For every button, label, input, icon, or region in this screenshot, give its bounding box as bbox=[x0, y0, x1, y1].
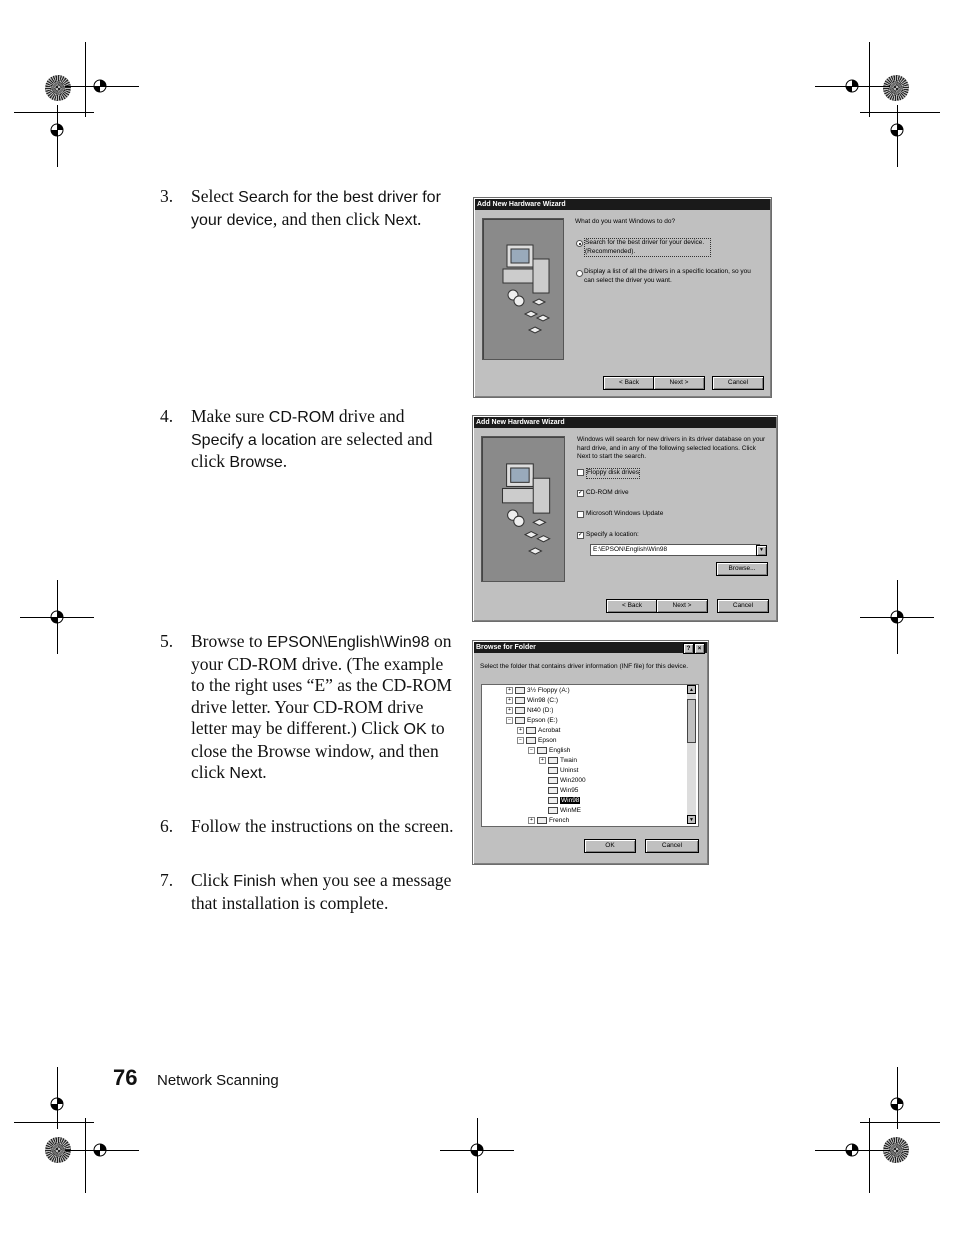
crop-line bbox=[897, 105, 898, 167]
crop-line bbox=[860, 1122, 940, 1123]
expand-toggle-icon[interactable]: − bbox=[517, 737, 524, 744]
expand-toggle-icon[interactable]: + bbox=[539, 757, 546, 764]
browse-instruction: Select the folder that contains driver information (INF file) for this device. bbox=[480, 663, 689, 670]
step-text: Select bbox=[191, 186, 239, 206]
expand-toggle-icon[interactable]: − bbox=[528, 747, 535, 754]
folder-icon bbox=[515, 697, 525, 704]
close-icon[interactable]: × bbox=[694, 643, 705, 654]
ui-term: Search for the best driver for your device bbox=[191, 189, 441, 229]
windows-update-checkbox[interactable] bbox=[577, 511, 584, 518]
step-text: . bbox=[262, 762, 267, 782]
tree-item[interactable] bbox=[528, 746, 570, 756]
expand-toggle-icon[interactable]: + bbox=[517, 727, 524, 734]
specify-location-checkbox[interactable]: ✓ bbox=[578, 532, 584, 538]
tree-item-label: Win2000 bbox=[560, 777, 586, 784]
back-button[interactable]: < Back bbox=[603, 376, 655, 390]
crop-line bbox=[57, 105, 58, 167]
add-hardware-wizard-dialog-search bbox=[473, 197, 772, 398]
tree-item[interactable] bbox=[506, 716, 558, 726]
location-combobox[interactable]: E:\EPSON\English\Win98 bbox=[590, 544, 760, 556]
ok-button[interactable]: OK bbox=[584, 839, 636, 853]
ui-term: Next bbox=[384, 211, 418, 229]
computer-cd-icon bbox=[482, 437, 564, 581]
step-number: 4. bbox=[160, 406, 174, 426]
folder-tree[interactable] bbox=[481, 684, 699, 827]
crop-line bbox=[65, 86, 139, 87]
expand-toggle-icon[interactable]: + bbox=[506, 697, 513, 704]
expand-toggle-icon[interactable]: + bbox=[506, 707, 513, 714]
tree-item-label: Epson (E:) bbox=[527, 717, 558, 724]
tree-item[interactable] bbox=[506, 696, 558, 706]
wizard-question: What do you want Windows to do? bbox=[575, 218, 676, 225]
tree-item[interactable] bbox=[539, 776, 586, 786]
crop-line bbox=[14, 112, 94, 113]
expand-toggle-icon[interactable]: − bbox=[506, 717, 513, 724]
step-6 bbox=[160, 816, 460, 838]
dialog-title: Browse for Folder bbox=[474, 642, 707, 653]
ui-term: CD-ROM bbox=[268, 409, 335, 426]
ui-term: Specify a location bbox=[191, 431, 317, 449]
crop-line bbox=[85, 1118, 86, 1193]
registration-sunburst-icon bbox=[45, 75, 71, 101]
tree-item-label: WinME bbox=[560, 807, 581, 814]
wizard-computer-illustration bbox=[481, 436, 565, 582]
tree-item-label: Epson bbox=[538, 737, 557, 744]
crop-line bbox=[869, 42, 870, 117]
folder-icon bbox=[548, 757, 558, 764]
back-button[interactable]: < Back bbox=[606, 599, 658, 613]
crop-line bbox=[897, 1067, 898, 1129]
ui-term: Finish bbox=[233, 873, 276, 890]
cancel-button[interactable]: Cancel bbox=[712, 376, 764, 390]
step-text: on your CD-ROM drive. (The example to the right uses “E” as the CD-ROM drive letter. Your CD-ROM drive letter may be different.) Click bbox=[191, 631, 452, 738]
step-number: 7. bbox=[160, 870, 174, 890]
folder-icon bbox=[548, 777, 558, 784]
crop-line bbox=[57, 1067, 58, 1129]
scroll-up-icon[interactable]: ▲ bbox=[687, 685, 696, 694]
crop-line bbox=[57, 580, 58, 654]
step-number: 5. bbox=[160, 631, 174, 651]
cancel-button[interactable]: Cancel bbox=[645, 839, 699, 853]
add-hardware-wizard-dialog-locations bbox=[472, 415, 778, 622]
cdrom-checkbox[interactable]: ✓ bbox=[578, 490, 584, 496]
section-title: Network Scanning bbox=[157, 1072, 279, 1089]
list-option-radio[interactable] bbox=[576, 270, 583, 277]
ui-term: OK bbox=[403, 721, 427, 738]
folder-icon bbox=[537, 817, 547, 824]
folder-icon bbox=[526, 737, 536, 744]
crop-line bbox=[897, 580, 898, 654]
scroll-down-icon[interactable]: ▼ bbox=[687, 815, 696, 824]
cancel-button[interactable]: Cancel bbox=[717, 599, 769, 613]
list-option-label[interactable]: Display a list of all the drivers in a specific location, so you can select the driver you want. bbox=[584, 268, 751, 284]
tree-item-label: Acrobat bbox=[538, 727, 561, 734]
folder-icon bbox=[548, 787, 558, 794]
tree-item[interactable] bbox=[528, 816, 569, 826]
tree-item[interactable] bbox=[506, 706, 553, 716]
chevron-down-icon[interactable]: ▼ bbox=[756, 545, 767, 556]
step-text: , and then click bbox=[272, 208, 385, 229]
crop-line bbox=[477, 1118, 478, 1193]
folder-icon bbox=[548, 807, 558, 814]
crop-line bbox=[85, 42, 86, 117]
step-text: . bbox=[282, 451, 288, 471]
tree-item[interactable] bbox=[506, 686, 570, 696]
folder-icon bbox=[537, 747, 547, 754]
browse-button[interactable]: Browse... bbox=[716, 562, 768, 576]
step-text: to close the Browse window, and then click bbox=[191, 718, 445, 782]
tree-item[interactable] bbox=[539, 786, 578, 796]
next-button[interactable]: Next > bbox=[653, 376, 705, 390]
tree-item-label: English bbox=[549, 747, 571, 754]
crop-line bbox=[815, 86, 890, 87]
tree-item[interactable] bbox=[539, 766, 578, 776]
step-text: Follow the instructions on the screen. bbox=[191, 816, 454, 836]
windows-update-label[interactable]: Microsoft Windows Update bbox=[586, 510, 664, 517]
crop-line bbox=[860, 112, 940, 113]
ui-term: Next bbox=[229, 765, 263, 782]
step-text: Make sure bbox=[191, 406, 269, 426]
search-option-radio[interactable] bbox=[576, 240, 583, 247]
tree-item-label: Win98 bbox=[561, 797, 580, 804]
next-button[interactable]: Next > bbox=[656, 599, 708, 613]
registration-sunburst-icon bbox=[883, 75, 909, 101]
crop-line bbox=[869, 1118, 870, 1193]
page-number: 76 bbox=[113, 1065, 138, 1090]
step-4 bbox=[160, 406, 460, 474]
floppy-checkbox[interactable] bbox=[577, 469, 584, 476]
step-text: when you see a message that installation is complete. bbox=[191, 870, 452, 913]
scrollbar[interactable] bbox=[687, 685, 696, 824]
dialog-title: Add New Hardware Wizard bbox=[474, 417, 776, 428]
wizard-intro: Windows will search for new drivers in its driver database on your hard drive, and in any of the following selected locations. Click Next to start the search. bbox=[577, 436, 766, 460]
tree-item[interactable] bbox=[517, 726, 560, 736]
tree-item[interactable] bbox=[539, 796, 580, 806]
tree-item-label: Win95 bbox=[560, 787, 579, 794]
expand-toggle-icon[interactable]: + bbox=[528, 817, 535, 824]
tree-item[interactable] bbox=[539, 756, 577, 766]
folder-icon bbox=[515, 687, 525, 694]
folder-icon bbox=[548, 797, 558, 804]
tree-item-label: Uninst bbox=[560, 767, 579, 774]
browse-for-folder-dialog bbox=[472, 640, 709, 865]
wizard-computer-illustration bbox=[482, 218, 564, 360]
tree-item-label: Win98 (C:) bbox=[527, 697, 559, 704]
tree-item[interactable] bbox=[517, 736, 556, 746]
help-button[interactable]: ? bbox=[683, 643, 694, 654]
step-3 bbox=[160, 186, 460, 231]
ui-term: EPSON\English\Win98 bbox=[266, 634, 430, 651]
crop-line bbox=[14, 1122, 94, 1123]
folder-icon bbox=[548, 767, 558, 774]
dialog-title: Add New Hardware Wizard bbox=[475, 199, 770, 210]
scroll-thumb[interactable] bbox=[687, 699, 696, 743]
tree-item[interactable] bbox=[539, 806, 581, 816]
crop-line bbox=[65, 1150, 139, 1151]
step-text: . bbox=[417, 208, 422, 229]
step-text: drive and bbox=[334, 406, 405, 426]
folder-icon bbox=[515, 717, 525, 724]
step-5 bbox=[160, 631, 460, 785]
folder-icon bbox=[526, 727, 536, 734]
tree-item-label: French bbox=[549, 817, 570, 824]
tree-item-label: Twain bbox=[560, 757, 577, 764]
ui-term: Browse bbox=[229, 454, 283, 471]
floppy-label[interactable]: Floppy disk drives bbox=[586, 468, 640, 479]
step-text: Click bbox=[191, 870, 234, 890]
specify-location-label[interactable]: Specify a location: bbox=[586, 531, 639, 538]
step-text: are selected and click bbox=[191, 428, 433, 471]
cdrom-label[interactable]: CD-ROM drive bbox=[586, 489, 629, 496]
tree-item-label: 3½ Floppy (A:) bbox=[527, 687, 570, 694]
folder-icon bbox=[515, 707, 525, 714]
step-text: Browse to bbox=[191, 631, 267, 651]
crop-line bbox=[815, 1150, 890, 1151]
search-option-label[interactable]: Search for the best driver for your device. (Recommended). bbox=[584, 238, 711, 257]
step-number: 3. bbox=[160, 186, 174, 206]
tree-item-label: Nt40 (D:) bbox=[527, 707, 554, 714]
computer-cd-icon bbox=[483, 219, 563, 359]
expand-toggle-icon[interactable]: + bbox=[506, 687, 513, 694]
step-7 bbox=[160, 870, 460, 914]
step-number: 6. bbox=[160, 816, 174, 836]
